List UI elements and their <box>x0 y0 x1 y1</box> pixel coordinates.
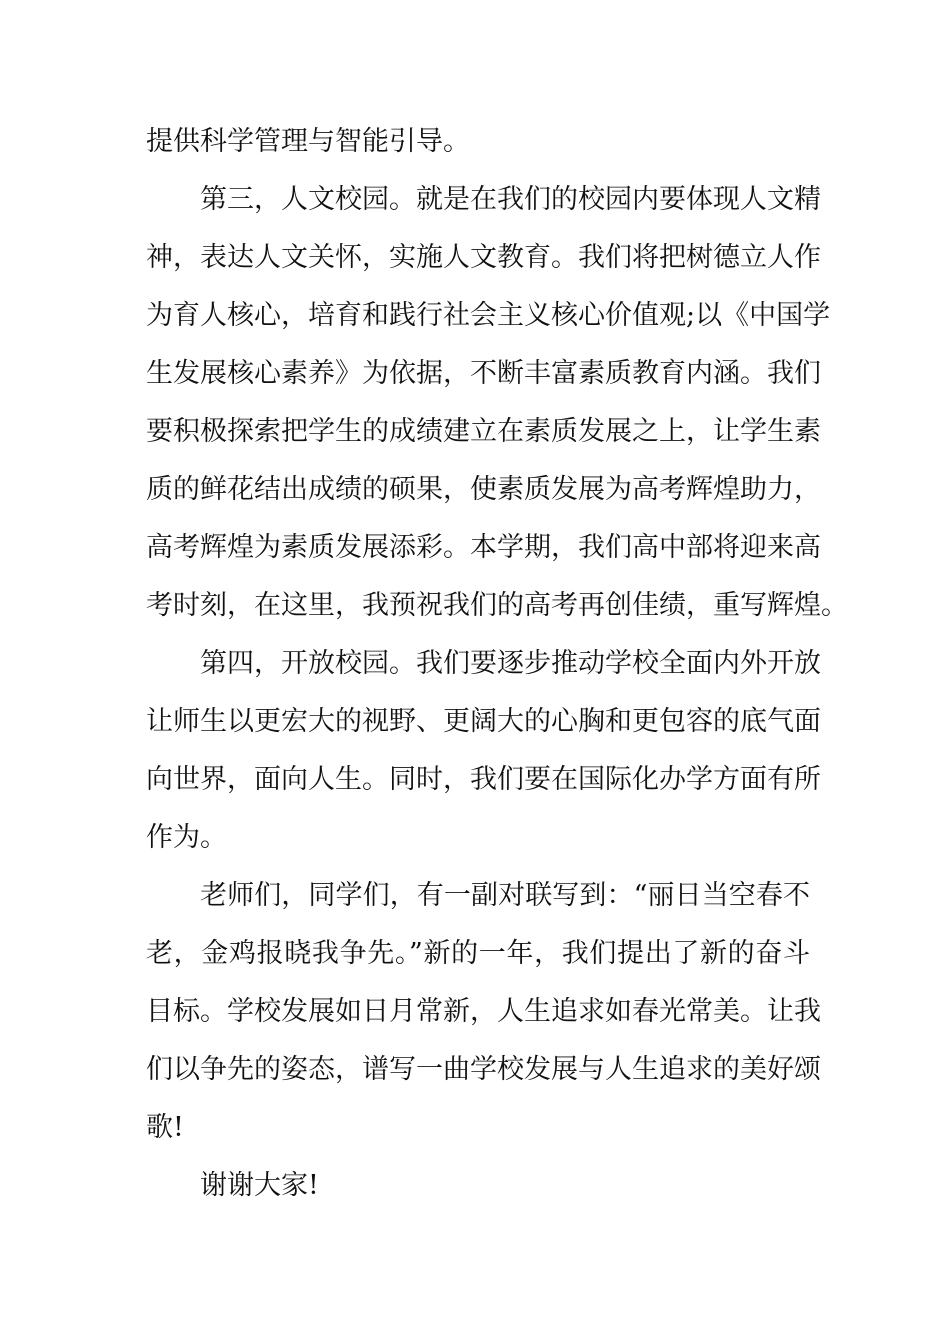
text-line: 歌! <box>146 1112 184 1143</box>
text-line: 神，表达人文关怀，实施人文教育。我们将把树德立人作 <box>146 242 821 273</box>
text-line: 生发展核心素养》为依据，不断丰富素质教育内涵。我们 <box>146 358 821 389</box>
text-line: 质的鲜花结出成绩的硕果，使素质发展为高考辉煌助力， <box>146 474 821 505</box>
text-line: 让师生以更宏大的视野、更阔大的心胸和更包容的底气面 <box>146 706 821 737</box>
paragraph-first-line: 老师们，同学们，有一副对联写到：“丽日当空春不 <box>200 880 810 911</box>
text-line: 老，金鸡报晓我争先。”新的一年，我们提出了新的奋斗 <box>146 938 810 969</box>
closing-line: 谢谢大家! <box>200 1170 319 1201</box>
text-line: 要积极探索把学生的成绩建立在素质发展之上，让学生素 <box>146 416 821 447</box>
text-line: 们以争先的姿态，谱写一曲学校发展与人生追求的美好颂 <box>146 1054 821 1085</box>
text-line: 作为。 <box>146 822 227 853</box>
paragraph-first-line: 第三，人文校园。就是在我们的校园内要体现人文精 <box>200 184 821 215</box>
text-line: 提供科学管理与智能引导。 <box>146 126 470 157</box>
text-line: 考时刻，在这里，我预祝我们的高考再创佳绩，重写辉煌。 <box>146 590 848 621</box>
text-line: 目标。学校发展如日月常新，人生追求如春光常美。让我 <box>146 996 821 1027</box>
paragraph-first-line: 第四，开放校园。我们要逐步推动学校全面内外开放 <box>200 648 821 679</box>
text-line: 为育人核心，培育和践行社会主义核心价值观;以《中国学 <box>146 300 831 331</box>
text-line: 高考辉煌为素质发展添彩。本学期，我们高中部将迎来高 <box>146 532 821 563</box>
text-line: 向世界，面向人生。同时，我们要在国际化办学方面有所 <box>146 764 821 795</box>
